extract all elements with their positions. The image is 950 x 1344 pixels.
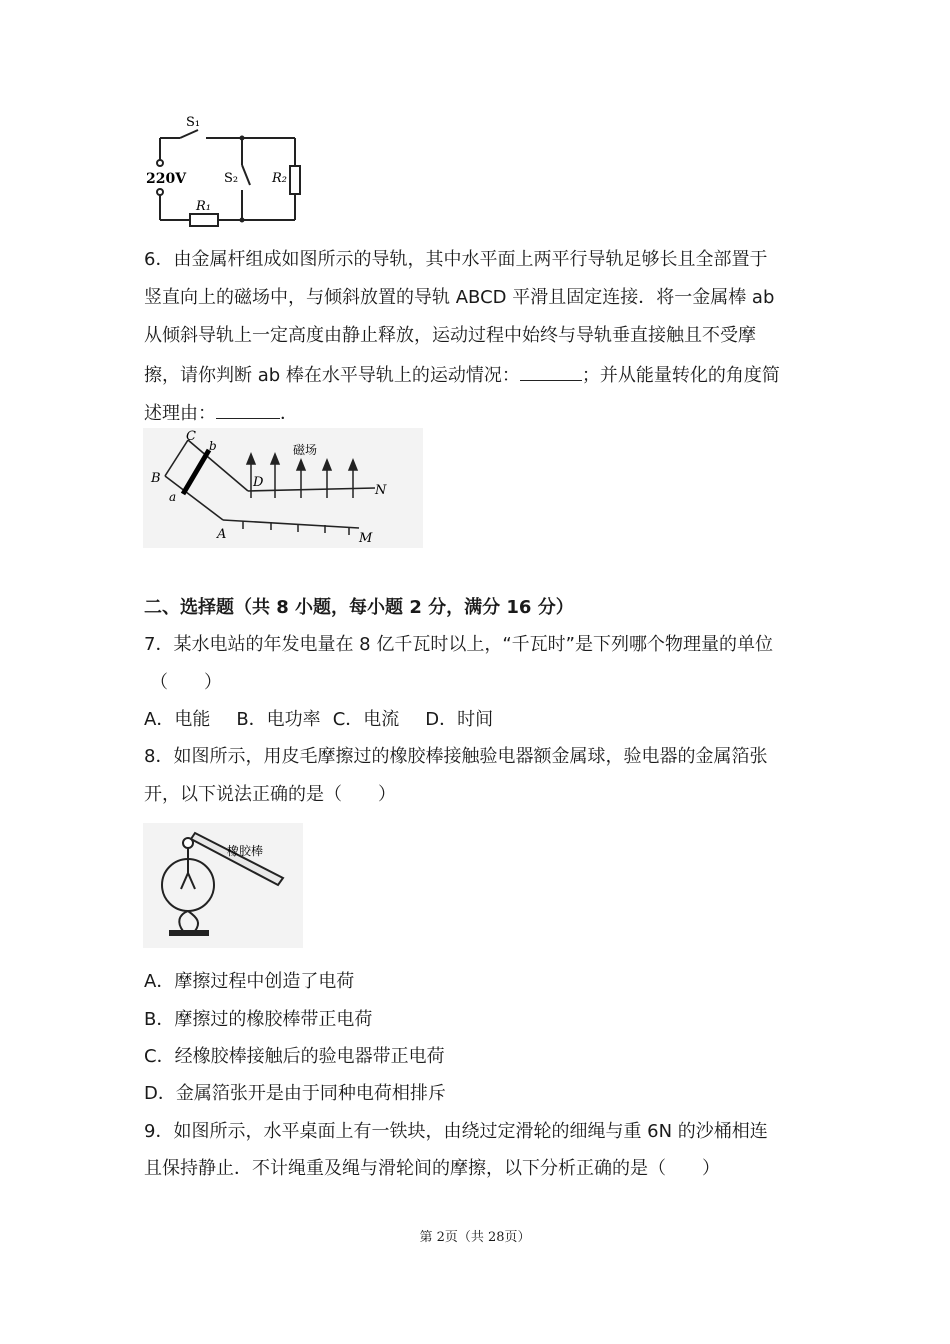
point-b-upper-label: B <box>151 471 161 486</box>
q6-line-5-tail: ． <box>280 403 298 424</box>
voltage-label: 220V <box>146 171 187 187</box>
rod-end-b-label: b <box>209 439 217 453</box>
point-m-label: M <box>359 531 373 546</box>
q7-option-a[interactable]: A．电能 <box>144 709 211 730</box>
q8-option-b[interactable]: B．摩擦过的橡胶棒带正电荷 <box>144 1009 373 1030</box>
switch-s2-label: S₂ <box>224 171 239 186</box>
q6-line-2: 竖直向上的磁场中，与倾斜放置的导轨 ABCD 平滑且固定连接．将一金属棒 ab <box>144 287 775 308</box>
q6-line-4-text: 擦，请你判断 ab 棒在水平导轨上的运动情况： <box>144 365 520 386</box>
junction-dot <box>240 218 245 223</box>
rod-end-a-label: a <box>169 490 177 504</box>
q8-option-c[interactable]: C．经橡胶棒接触后的验电器带正电荷 <box>144 1046 445 1067</box>
q8-option-d[interactable]: D．金属箔张开是由于同种电荷相排斥 <box>144 1083 446 1104</box>
q8-option-a[interactable]: A．摩擦过程中创造了电荷 <box>144 971 355 992</box>
q7-options <box>144 708 493 732</box>
q7-line-1: 7．某水电站的年发电量在 8 亿千瓦时以上，“千瓦时”是下列哪个物理量的单位 <box>144 634 773 655</box>
resistor-r1-label: R₁ <box>196 199 211 214</box>
q7-line-2: （ ） <box>150 672 222 693</box>
q8-line-2: 开，以下说法正确的是（ ） <box>144 784 396 805</box>
q8-line-1: 8．如图所示，用皮毛摩擦过的橡胶棒接触验电器额金属球，验电器的金属箔张 <box>144 746 768 767</box>
q7-option-c[interactable]: C．电流 <box>332 709 400 730</box>
q6-line-3: 从倾斜导轨上一定高度由静止释放，运动过程中始终与导轨垂直接触且不受摩 <box>144 325 756 346</box>
answer-blank-motion[interactable] <box>520 362 582 381</box>
point-d-label: D <box>253 475 264 490</box>
page-footer: 第 2页（共 28页） <box>419 1230 531 1245</box>
q9-line-2: 且保持静止．不计绳重及绳与滑轮间的摩擦，以下分析正确的是（ ） <box>144 1158 720 1179</box>
q6-line-5-text: 述理由： <box>144 403 216 424</box>
point-c-label: C <box>186 429 196 444</box>
q7-option-d[interactable]: D．时间 <box>425 709 494 730</box>
figure-background <box>143 823 303 948</box>
switch-s1-label: S₁ <box>186 115 201 130</box>
q7-option-b[interactable]: B．电功率 <box>236 709 321 730</box>
q6-line-1: 6．由金属杆组成如图所示的导轨，其中水平面上两平行导轨足够长且全部置于 <box>144 249 768 270</box>
section-heading: 二、选择题（共 8 小题，每小题 2 分，满分 16 分） <box>144 597 574 618</box>
circuit-diagram <box>140 110 310 235</box>
rail-magnetic-field-figure <box>143 428 423 548</box>
electroscope-figure <box>143 823 303 948</box>
q9-line-1: 9．如图所示，水平桌面上有一铁块，由绕过定滑轮的细绳与重 6N 的沙桶相连 <box>144 1121 768 1142</box>
q6-line-4-tail: ；并从能量转化的角度简 <box>581 365 780 386</box>
resistor-r2-label: R₂ <box>272 171 287 186</box>
electroscope-base <box>169 930 209 936</box>
point-n-label: N <box>375 483 387 498</box>
magnetic-field-label: 磁场 <box>293 443 318 457</box>
point-a-label: A <box>217 527 227 542</box>
answer-blank-reason[interactable] <box>216 400 280 419</box>
q6-line-5 <box>144 400 298 426</box>
rubber-rod-label: 橡胶棒 <box>227 844 264 858</box>
junction-dot <box>240 136 245 141</box>
q6-line-4 <box>144 362 780 388</box>
